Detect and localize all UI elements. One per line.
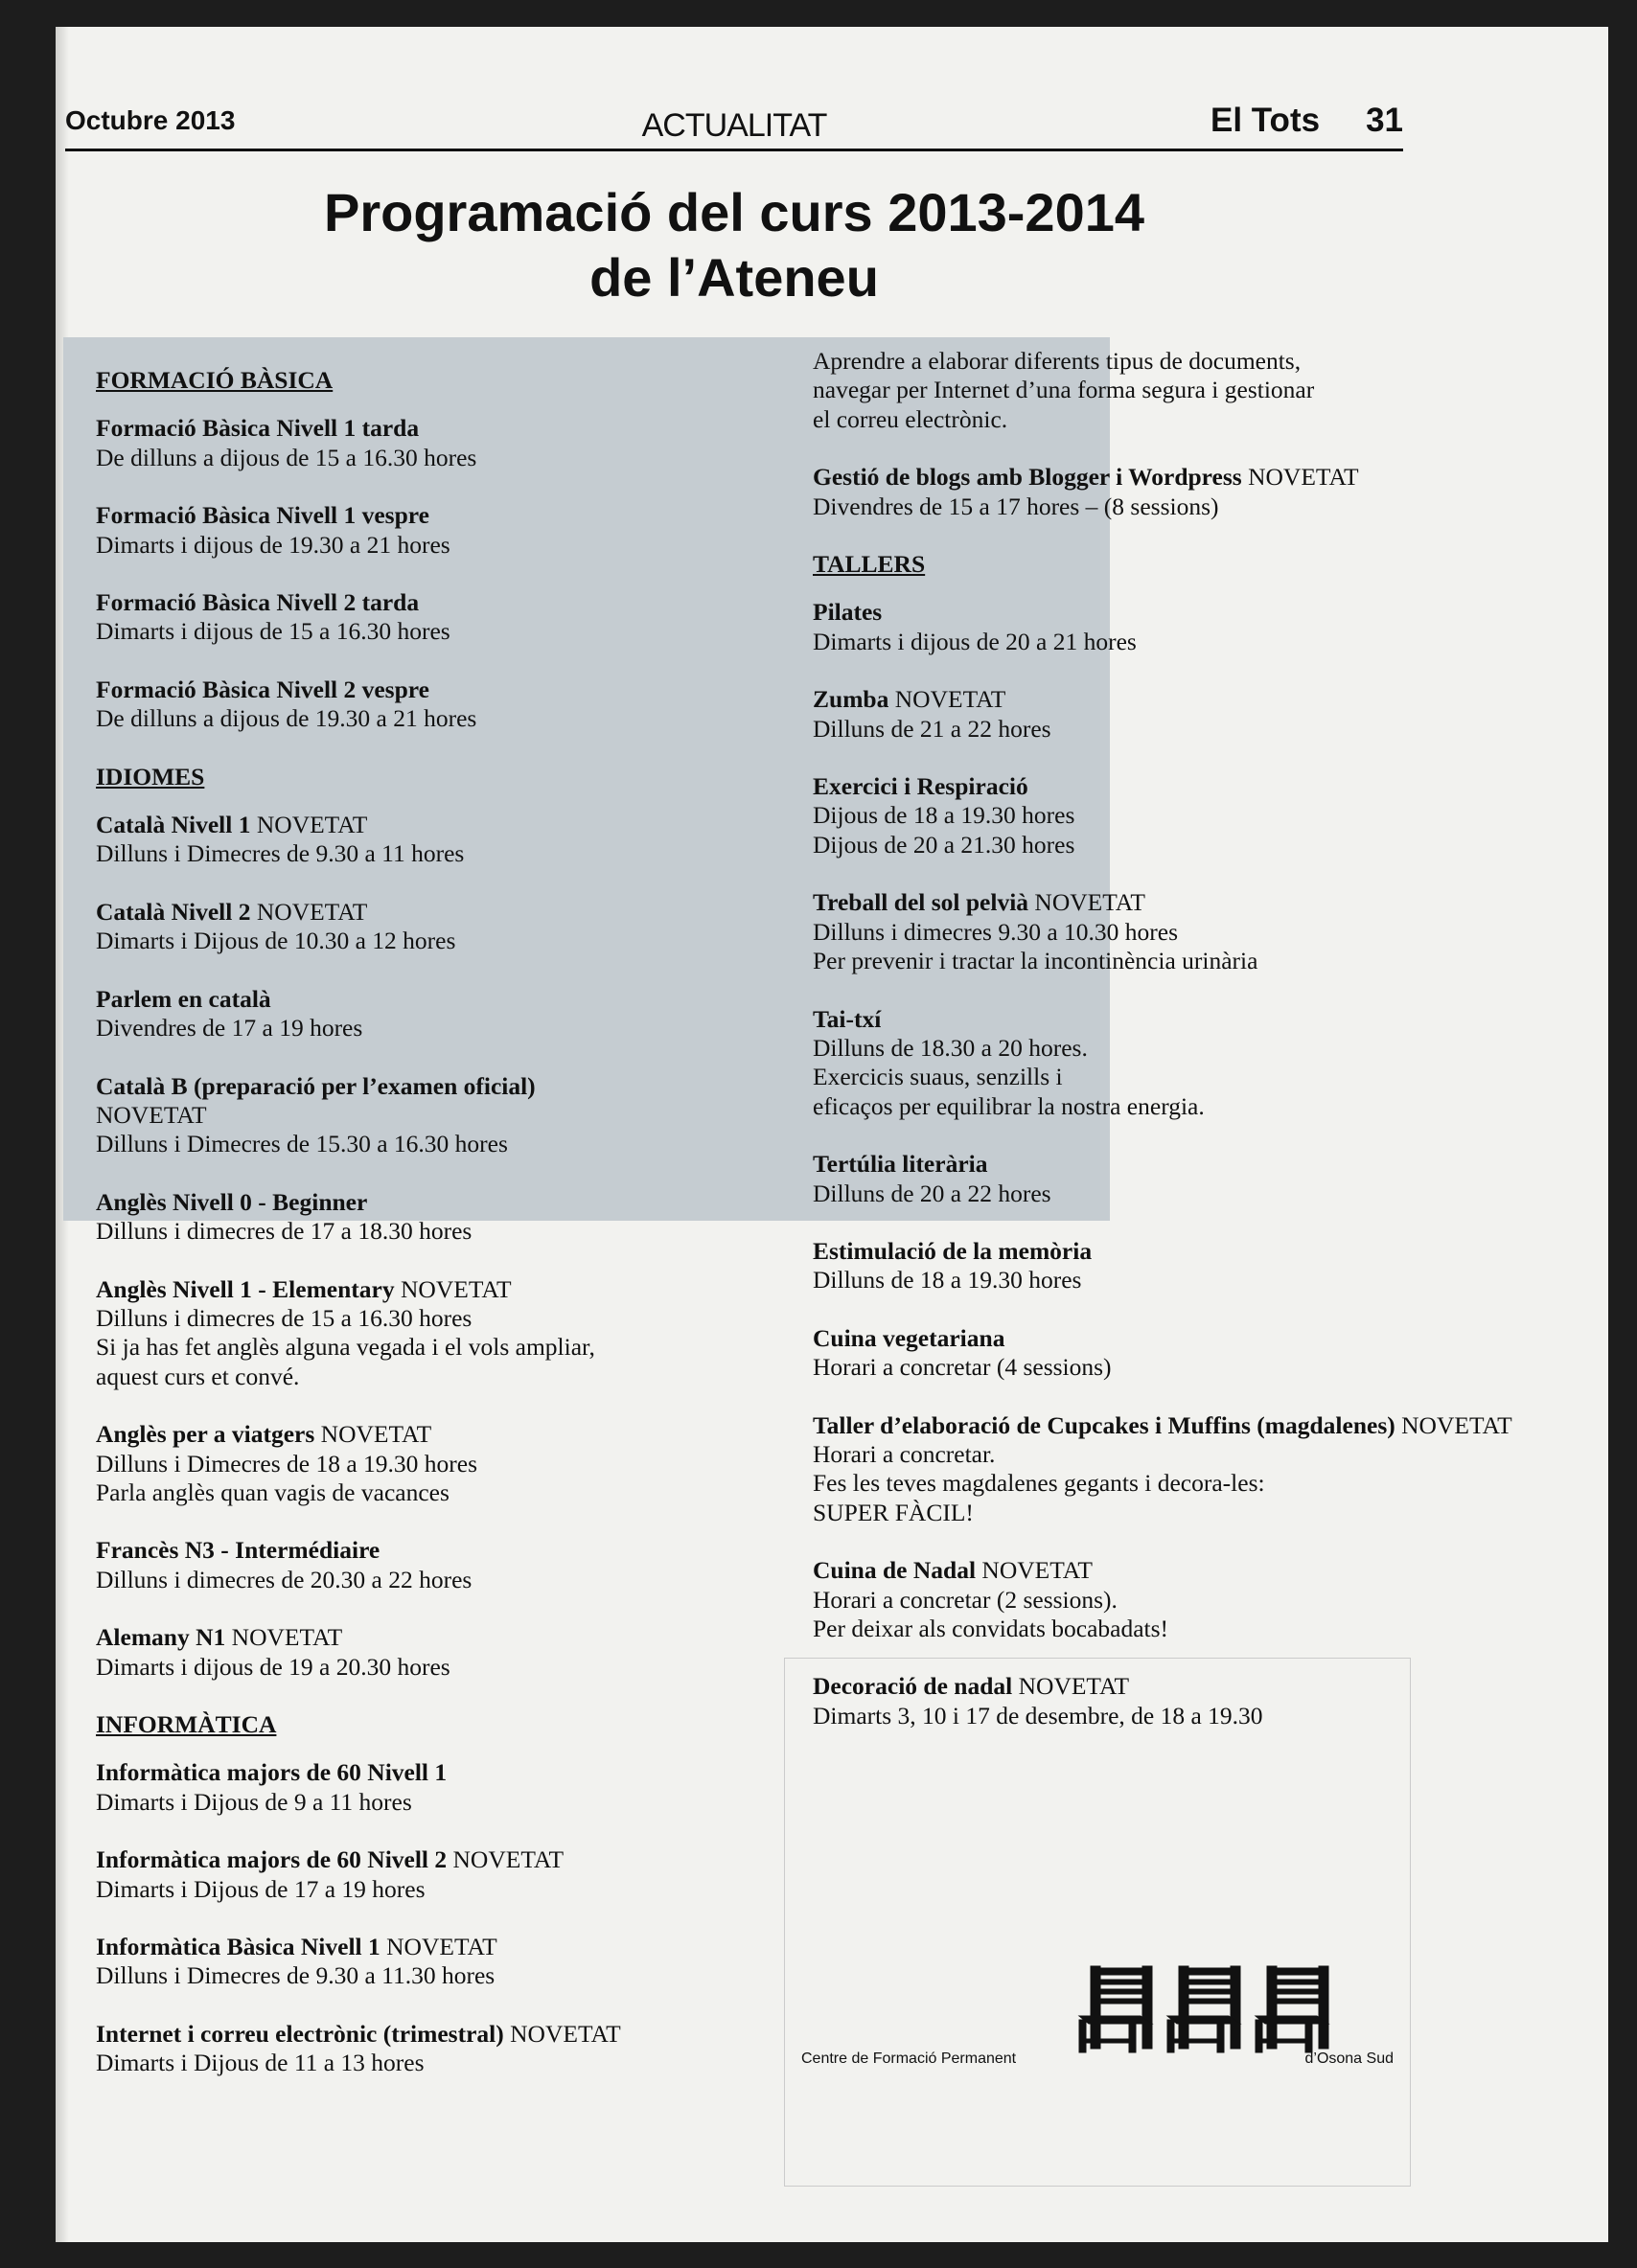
novetat-tag: NOVETAT [894, 685, 1006, 714]
course-heading [96, 2020, 786, 2049]
course-name: Tai-txí [813, 1004, 882, 1033]
course-name: Formació Bàsica Nivell 1 vespre [96, 501, 429, 530]
novetat-tag: NOVETAT [231, 1623, 343, 1652]
intro-line: navegar per Internet d’una forma segura i gestionar [813, 376, 1315, 404]
course-item [96, 2020, 786, 2078]
course-item [96, 985, 786, 1043]
right-column [813, 347, 1522, 1759]
novetat-tag: NOVETAT [401, 1274, 512, 1303]
course-item [813, 1150, 1522, 1208]
course-name: Zumba [813, 685, 889, 714]
course-detail: Fes les teves magdalenes gegants i decora-les: [813, 1469, 1265, 1498]
left-column [96, 340, 786, 2107]
course-heading [96, 811, 786, 839]
course-detail: Horari a concretar (4 sessions) [813, 1353, 1112, 1382]
novetat-tag: NOVETAT [1034, 888, 1145, 917]
course-name: Pilates [813, 598, 883, 627]
course-heading [813, 1005, 1522, 1034]
course-heading [813, 1237, 1522, 1266]
course-heading [96, 1845, 786, 1874]
novetat-tag: NOVETAT [320, 1420, 432, 1449]
intro-line: el correu electrònic. [813, 404, 1008, 433]
course-detail: Dijous de 20 a 21.30 hores [813, 830, 1075, 859]
course-item [813, 1411, 1522, 1528]
course-detail: Dimarts i Dijous de 10.30 a 12 hores [96, 927, 456, 955]
novetat-tag: NOVETAT [256, 811, 368, 839]
course-detail: Dilluns i dimecres de 20.30 a 22 hores [96, 1565, 473, 1593]
course-name: Català B (preparació per l’examen oficial) [96, 1071, 536, 1100]
course-detail: SUPER FÀCIL! [813, 1498, 974, 1526]
course-name: Informàtica majors de 60 Nivell 2 [96, 1845, 448, 1874]
tallers-list [813, 598, 1522, 1730]
course-detail: Per prevenir i tractar la incontinència urinària [813, 947, 1258, 975]
course-item [813, 1556, 1522, 1643]
novetat-tag: NOVETAT [386, 1933, 497, 1961]
course-name: Anglès Nivell 1 - Elementary [96, 1274, 395, 1303]
course-item [96, 501, 786, 560]
publication-info [1210, 102, 1403, 140]
course-heading [96, 1933, 786, 1961]
course-item [813, 1005, 1522, 1122]
course-heading [96, 1072, 786, 1101]
course-item [813, 463, 1522, 521]
centre-logo [795, 1955, 1409, 2089]
course-item [96, 1845, 786, 1904]
course-item [813, 685, 1522, 744]
course-item [96, 1275, 786, 1392]
course-detail: Dimarts i dijous de 20 a 21 hores [813, 627, 1137, 655]
intro-line: Aprendre a elaborar diferents tipus de documents, [813, 347, 1302, 375]
article-title [65, 180, 1403, 310]
course-heading [96, 676, 786, 704]
course-item [96, 1536, 786, 1594]
course-detail: Dilluns de 18.30 a 20 hores. [813, 1033, 1088, 1062]
course-detail: Exercicis suaus, senzills i [813, 1063, 1063, 1091]
course-name: Català Nivell 2 [96, 897, 251, 926]
course-item [96, 1758, 786, 1817]
novetat-tag: NOVETAT [981, 1556, 1093, 1585]
page-header [65, 77, 1403, 149]
course-heading [96, 501, 786, 530]
course-detail: Divendres de 17 a 19 hores [96, 1014, 363, 1042]
course-detail: Horari a concretar (2 sessions). [813, 1585, 1118, 1614]
course-heading [813, 888, 1522, 917]
ad-box [784, 1658, 1411, 2187]
course-detail: Per deixar als convidats bocabadats! [813, 1615, 1169, 1642]
section-name: ACTUALITAT [641, 107, 827, 144]
course-heading [96, 588, 786, 617]
section-heading-formacio: FORMACIÓ BÀSICA [96, 366, 334, 394]
course-item [96, 1188, 786, 1247]
course-item [813, 598, 1522, 656]
course-name: Francès N3 - Intermédiaire [96, 1536, 380, 1565]
issue-date: Octubre 2013 [65, 105, 236, 135]
course-heading [96, 1623, 786, 1652]
novetat-tag: NOVETAT [256, 897, 368, 926]
course-name: Tertúlia literària [813, 1150, 988, 1179]
novetat-tag: NOVETAT [510, 2019, 621, 2048]
course-detail: Dilluns i dimecres de 17 a 18.30 hores [96, 1217, 473, 1246]
course-heading [813, 772, 1522, 801]
course-name: Estimulació de la memòria [813, 1236, 1093, 1265]
logo-text-right: d’Osona Sud [1304, 2050, 1394, 2067]
course-detail: aquest curs et convé. [96, 1362, 300, 1390]
section-heading-tallers: TALLERS [813, 550, 926, 579]
course-item [96, 1623, 786, 1682]
course-name: Parlem en català [96, 984, 271, 1013]
course-detail: Dilluns i dimecres de 15 a 16.30 hores [96, 1303, 473, 1332]
novetat-tag: NOVETAT [1018, 1672, 1130, 1701]
course-detail: Dilluns i Dimecres de 18 a 19.30 hores [96, 1449, 478, 1478]
novetat-tag: NOVETAT [1401, 1410, 1512, 1439]
course-detail: Dimarts 3, 10 i 17 de desembre, de 18 a 19.30 [813, 1701, 1263, 1730]
logo-text-left: Centre de Formació Permanent [801, 2050, 1017, 2067]
course-detail: Dilluns de 20 a 22 hores [813, 1179, 1051, 1207]
course-heading [96, 1536, 786, 1565]
course-heading [813, 1324, 1522, 1353]
section-heading-idiomes: IDIOMES [96, 762, 205, 790]
formacio-list [96, 414, 786, 733]
course-name: Cuina de Nadal [813, 1556, 977, 1585]
course-heading [96, 1420, 786, 1449]
title-line-2: de l’Ateneu [589, 247, 879, 308]
course-detail: Dilluns de 21 a 22 hores [813, 714, 1051, 743]
course-detail: Dimarts i Dijous de 17 a 19 hores [96, 1874, 426, 1903]
course-detail: NOVETAT [96, 1100, 207, 1129]
course-detail: Si ja has fet anglès alguna vegada i el vols ampliar, [96, 1333, 595, 1362]
course-heading [96, 1758, 786, 1787]
course-detail: Parla anglès quan vagis de vacances [96, 1478, 450, 1506]
three-chairs-icon [1073, 1962, 1361, 2054]
course-name: Cuina vegetariana [813, 1323, 1005, 1352]
course-detail: Horari a concretar. [813, 1439, 996, 1468]
course-detail: Dimarts i dijous de 15 a 16.30 hores [96, 617, 450, 646]
course-detail: Dimarts i dijous de 19 a 20.30 hores [96, 1652, 450, 1681]
course-detail: Dimarts i Dijous de 11 a 13 hores [96, 2049, 425, 2077]
course-item [96, 811, 786, 869]
course-heading [96, 1275, 786, 1304]
course-detail: Divendres de 15 a 17 hores – (8 sessions) [813, 492, 1219, 520]
course-name: Formació Bàsica Nivell 1 tarda [96, 414, 420, 443]
course-heading [813, 1556, 1522, 1585]
informatica-intro [813, 347, 1522, 434]
course-detail: Dilluns i Dimecres de 15.30 a 16.30 hores [96, 1130, 508, 1158]
course-detail: Dilluns i dimecres 9.30 a 10.30 hores [813, 917, 1179, 946]
course-detail: eficaços per equilibrar la nostra energia. [813, 1091, 1205, 1120]
idiomes-list [96, 811, 786, 1682]
informatica-list [96, 1758, 786, 2077]
course-item [813, 1237, 1522, 1295]
course-detail: Dimarts i Dijous de 9 a 11 hores [96, 1787, 412, 1816]
course-heading [96, 898, 786, 927]
course-item [96, 1072, 786, 1159]
course-item [96, 414, 786, 472]
course-item [813, 772, 1522, 859]
course-heading [813, 1150, 1522, 1179]
course-name: Informàtica majors de 60 Nivell 1 [96, 1758, 448, 1787]
novetat-tag: NOVETAT [452, 1845, 565, 1874]
course-item [813, 1324, 1522, 1383]
course-detail: De dilluns a dijous de 15 a 16.30 hores [96, 443, 477, 471]
title-line-1: Programació del curs 2013-2014 [323, 182, 1145, 242]
course-heading [813, 685, 1522, 714]
course-item [96, 1420, 786, 1507]
course-name: Català Nivell 1 [96, 811, 251, 839]
course-name: Exercici i Respiració [813, 772, 1028, 801]
course-detail: Dilluns i Dimecres de 9.30 a 11 hores [96, 839, 465, 868]
course-name: Internet i correu electrònic (trimestral) [96, 2019, 504, 2048]
course-item [96, 898, 786, 956]
course-detail: Dimarts i dijous de 19.30 a 21 hores [96, 530, 450, 559]
blogs-item-wrapper [813, 463, 1522, 521]
course-heading [813, 598, 1522, 627]
course-detail: De dilluns a dijous de 19.30 a 21 hores [96, 704, 477, 733]
page-number: 31 [1366, 102, 1403, 139]
course-heading [96, 1188, 786, 1217]
course-name: Anglès Nivell 0 - Beginner [96, 1187, 368, 1216]
course-detail: Dilluns de 18 a 19.30 hores [813, 1266, 1082, 1294]
course-name: Alemany N1 [96, 1623, 226, 1652]
header-rule [65, 149, 1403, 151]
novetat-tag: NOVETAT [1248, 463, 1359, 492]
course-item [96, 588, 786, 647]
course-name: Formació Bàsica Nivell 2 tarda [96, 588, 420, 617]
publication-name: El Tots [1210, 102, 1321, 139]
course-heading [96, 985, 786, 1014]
section-heading-informatica: INFORMÀTICA [96, 1710, 277, 1738]
course-detail: Dijous de 18 a 19.30 hores [813, 801, 1075, 830]
course-item [96, 1933, 786, 1991]
course-name: Taller d’elaboració de Cupcakes i Muffins (magdalenes) [813, 1410, 1395, 1439]
course-heading [813, 1411, 1522, 1440]
course-name: Formació Bàsica Nivell 2 vespre [96, 675, 429, 703]
course-heading [96, 414, 786, 443]
course-detail: Dilluns i Dimecres de 9.30 a 11.30 hores [96, 1961, 496, 1990]
course-item [96, 676, 786, 734]
course-heading [813, 463, 1522, 492]
course-item [813, 888, 1522, 975]
course-name: Informàtica Bàsica Nivell 1 [96, 1933, 380, 1961]
course-name: Gestió de blogs amb Blogger i Wordpress [813, 463, 1242, 492]
course-name: Treball del sol pelvià [813, 888, 1029, 917]
course-name: Decoració de nadal [813, 1672, 1013, 1701]
course-name: Anglès per a viatgers [96, 1420, 315, 1449]
